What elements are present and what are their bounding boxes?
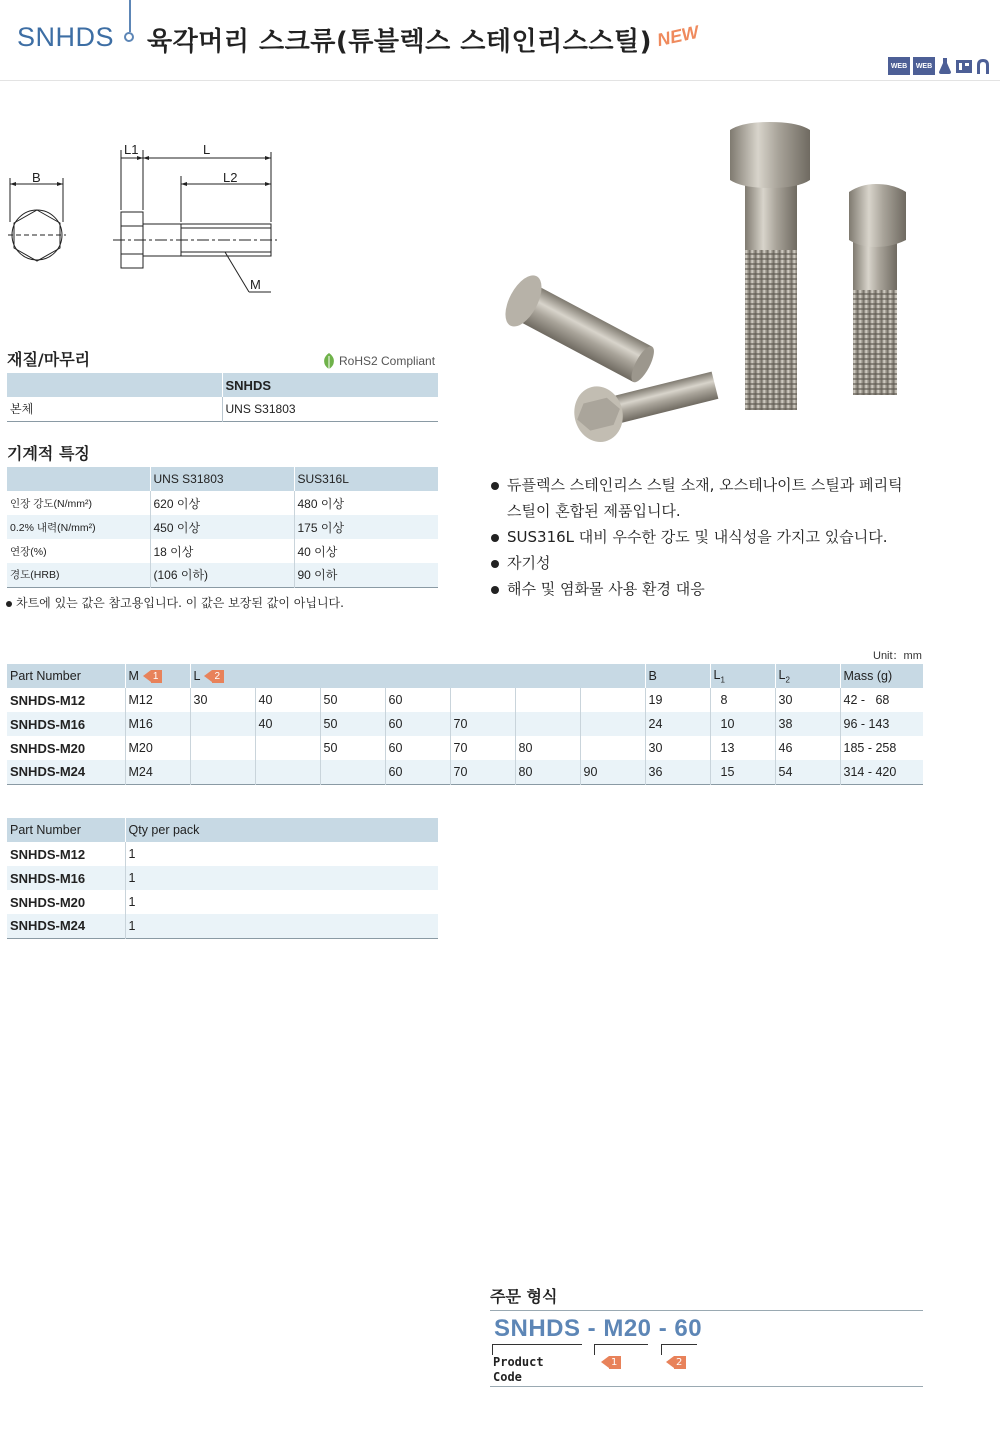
table-row: [7, 563, 438, 587]
l-cell: 70: [450, 736, 515, 760]
l-cell: [320, 760, 385, 784]
cad-icon: [955, 57, 973, 75]
l1-cell: 15: [710, 760, 775, 784]
new-badge: NEW: [655, 21, 701, 51]
l2-cell: 38: [775, 712, 840, 736]
mass-cell: 185 - 258: [840, 736, 923, 760]
reference-note-text: 차트에 있는 값은 참고용입니다. 이 값은 보장된 값이 아닙니다.: [16, 596, 344, 610]
table-cell: 인장 강도(N/mm²): [10, 497, 92, 510]
l-cell: [190, 712, 255, 736]
part-number-cell: SNHDS-M16: [7, 866, 125, 890]
header-b: B: [645, 664, 710, 688]
table-row: [7, 515, 438, 539]
label-l2: L2: [223, 170, 238, 185]
web-icon[interactable]: WEB: [913, 57, 935, 75]
l-cell: [255, 760, 320, 784]
table-cell: 경도(HRB): [7, 563, 150, 587]
m-cell: M12: [125, 688, 190, 712]
l-cell: [190, 760, 255, 784]
l-cell: 60: [385, 760, 450, 784]
order-bracket: [661, 1344, 697, 1355]
table-header-row: [7, 467, 438, 491]
bolt-lying-upper: [498, 270, 662, 393]
material-heading: 재질/마무리: [7, 350, 91, 369]
table-row: [7, 866, 438, 890]
l-cell: 50: [320, 688, 385, 712]
l-cell: [580, 736, 645, 760]
table-row: [7, 539, 438, 563]
quantity-table: [7, 818, 438, 939]
table-row: [7, 397, 438, 421]
table-header-row: [7, 818, 438, 842]
part-number-cell: SNHDS-M16: [7, 712, 125, 736]
l-cell: 40: [255, 712, 320, 736]
l-cell: [255, 736, 320, 760]
label-l: L: [203, 142, 211, 157]
l-cell: 50: [320, 736, 385, 760]
bullet-icon: [6, 601, 12, 607]
l-cell: [580, 712, 645, 736]
feature-item: 듀플렉스 스테인리스 스틸 소재, 오스테나이트 스틸과 페리틱 스틸이 혼합된 제품입니다.: [490, 472, 920, 524]
qty-cell: 1: [125, 842, 438, 866]
callout-tag: 1: [609, 1356, 621, 1369]
table-cell: 175 이상: [294, 515, 438, 539]
l-cell: 80: [515, 760, 580, 784]
table-row: [7, 736, 923, 760]
l2-cell: 30: [775, 688, 840, 712]
dimension-table-body: [7, 688, 923, 784]
table-header-cell: SNHDS: [222, 373, 438, 397]
mass-cell: 314 - 420: [840, 760, 923, 784]
label-l1: L1: [124, 142, 139, 157]
dimension-table: [7, 664, 923, 785]
header-l2: $L_2$: [775, 664, 840, 688]
table-header-cell: Qty per pack: [125, 818, 438, 842]
l-cell: [450, 688, 515, 712]
header-m: M 1: [125, 664, 190, 688]
m-cell: M24: [125, 760, 190, 784]
l-cell: 80: [515, 736, 580, 760]
reference-note: [6, 594, 344, 611]
table-row: [7, 712, 923, 736]
product-code-heading: SNHDS: [17, 22, 115, 52]
callout-tag: 2: [674, 1356, 686, 1369]
table-cell: 40 이상: [294, 539, 438, 563]
l2-cell: 54: [775, 760, 840, 784]
order-format-heading: 주문 형식: [490, 1287, 558, 1306]
l-cell: 30: [190, 688, 255, 712]
table-cell: 18 이상: [150, 539, 294, 563]
order-rule-bottom: [490, 1386, 923, 1387]
callout-tag: 1: [151, 670, 163, 683]
header-icon-strip: [888, 57, 990, 75]
mechanical-heading: 기계적 특징: [7, 444, 90, 463]
l-cell: 70: [450, 712, 515, 736]
rohs-label: RoHS2 Compliant: [339, 354, 436, 368]
table-header-cell: SUS316L: [294, 467, 438, 491]
header-divider-dot: [124, 32, 134, 42]
header-divider-line: [129, 0, 131, 32]
part-number-cell: SNHDS-M24: [7, 914, 125, 938]
table-cell: UNS S31803: [222, 397, 438, 421]
page-title: 육각머리 스크류(튜블렉스 스테인리스스틸): [147, 27, 652, 57]
mass-cell: 96 - 143: [840, 712, 923, 736]
l2-cell: 46: [775, 736, 840, 760]
part-number-cell: SNHDS-M20: [10, 740, 86, 756]
l-cell: 90: [580, 760, 645, 784]
leaf-icon: [322, 352, 336, 370]
l-cell: [515, 688, 580, 712]
web-icon[interactable]: WEB: [888, 57, 910, 75]
magnet-icon: [976, 57, 990, 75]
l-cell: 60: [385, 688, 450, 712]
bolt-upright-left: [730, 122, 810, 410]
l-cell: 60: [385, 736, 450, 760]
header-l: L 2: [190, 664, 645, 688]
table-row: [7, 760, 923, 784]
header-l1: $L_1$: [710, 664, 775, 688]
table-row: [7, 688, 923, 712]
order-bracket: [492, 1344, 582, 1355]
table-cell: 620 이상: [150, 491, 294, 515]
flask-icon: [938, 57, 952, 75]
bolt-upright-right: [849, 184, 906, 395]
l-cell: [190, 736, 255, 760]
b-cell: 36: [645, 760, 710, 784]
header-mass: Mass (g): [840, 664, 923, 688]
l-cell: 50: [320, 712, 385, 736]
order-rule-top: [490, 1310, 923, 1311]
qty-cell: 1: [125, 866, 438, 890]
technical-drawing: [5, 140, 295, 300]
table-header-cell: [7, 467, 150, 491]
l1-cell: 13: [710, 736, 775, 760]
table-cell: 480 이상: [294, 491, 438, 515]
part-number-cell: SNHDS-M12: [10, 846, 86, 862]
order-bracket: [594, 1344, 648, 1355]
table-cell: (106 이하): [150, 563, 294, 587]
l-cell: [580, 688, 645, 712]
qty-cell: 1: [125, 890, 438, 914]
table-cell: 450 이상: [150, 515, 294, 539]
label-b: B: [32, 170, 41, 185]
order-product-code-label: Product Code: [493, 1355, 544, 1384]
table-header-cell: UNS S31803: [150, 467, 294, 491]
table-header-row: [7, 664, 923, 688]
b-cell: 24: [645, 712, 710, 736]
table-row: [7, 914, 438, 938]
table-header-cell: Part Number: [7, 818, 125, 842]
material-table: [7, 373, 438, 422]
m-cell: M16: [125, 712, 190, 736]
part-number-cell: SNHDS-M24: [7, 760, 125, 784]
table-row: [7, 491, 438, 515]
table-header-row: [7, 373, 438, 397]
product-photo: [480, 100, 920, 455]
mechanical-table: [7, 467, 438, 588]
table-cell: 본체: [10, 402, 34, 417]
callout-tag: 2: [212, 670, 224, 683]
l-cell: 70: [450, 760, 515, 784]
header-rule: [0, 80, 1000, 81]
part-number-cell: SNHDS-M12: [10, 692, 86, 708]
l-cell: 40: [255, 688, 320, 712]
table-cell: 90 이하: [294, 563, 438, 587]
table-header-cell: [7, 373, 222, 397]
l1-cell: 8: [710, 688, 775, 712]
order-code-example: SNHDS - M20 - 60: [494, 1315, 703, 1342]
feature-list: [490, 472, 920, 602]
table-cell: 연장(%): [10, 545, 47, 558]
feature-item: 해수 및 염화물 사용 환경 대응: [490, 576, 920, 602]
qty-cell: 1: [125, 914, 438, 938]
feature-item: 자기성: [490, 550, 920, 576]
l1-cell: 10: [710, 712, 775, 736]
m-cell: M20: [125, 736, 190, 760]
l-cell: [515, 712, 580, 736]
header-part-number: Part Number: [7, 664, 125, 688]
b-cell: 30: [645, 736, 710, 760]
table-cell: 0.2% 내력(N/mm²): [7, 515, 150, 539]
l-cell: 60: [385, 712, 450, 736]
part-number-cell: SNHDS-M20: [10, 894, 86, 910]
b-cell: 19: [645, 688, 710, 712]
label-m: M: [250, 277, 261, 292]
table-row: [7, 842, 438, 866]
table-row: [7, 890, 438, 914]
rohs-badge: [322, 352, 435, 370]
mass-cell: 42 - 68: [840, 688, 923, 712]
unit-label: Unit：mm: [873, 650, 922, 662]
feature-item: SUS316L 대비 우수한 강도 및 내식성을 가지고 있습니다.: [490, 524, 920, 550]
